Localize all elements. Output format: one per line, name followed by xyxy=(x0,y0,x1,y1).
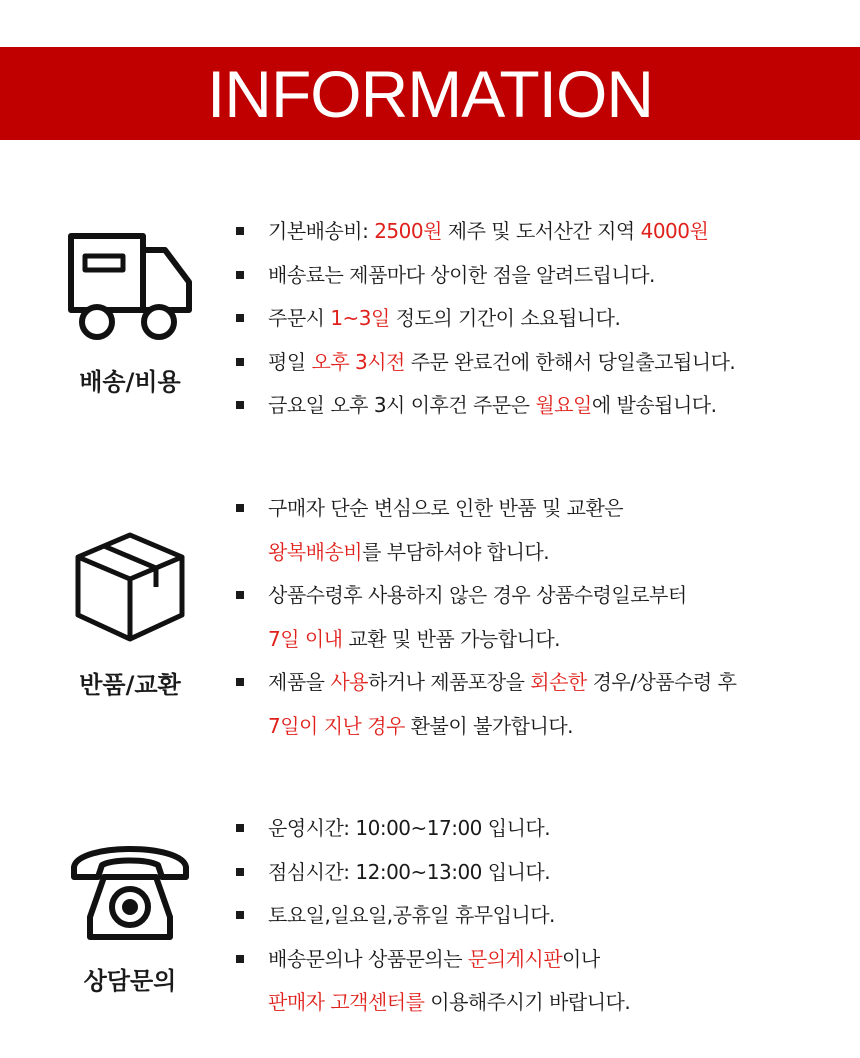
body-text: 제품을 xyxy=(268,670,331,694)
highlight-text: 오후 3시전 xyxy=(311,349,405,374)
returns-icon-column xyxy=(40,527,220,700)
bullet-icon xyxy=(236,591,244,599)
bullet-icon xyxy=(236,358,244,366)
list-item-line xyxy=(268,384,735,428)
list-item-line xyxy=(268,254,735,298)
telephone-icon xyxy=(68,833,192,943)
body-text: 주문시 xyxy=(268,306,331,330)
list-item-line xyxy=(268,341,735,385)
bullet-icon xyxy=(236,314,244,322)
highlight-text: 문의게시판 xyxy=(467,946,563,971)
list-item xyxy=(236,938,630,1025)
contact-list xyxy=(236,807,630,1025)
body-text: 하거나 제품포장을 xyxy=(367,670,531,694)
shipping-list xyxy=(236,210,735,428)
box-icon xyxy=(70,527,190,647)
body-text: 기본배송비: xyxy=(268,219,375,243)
highlight-text: 왕복배송비 xyxy=(268,539,363,564)
highlight-text: 사용 xyxy=(330,670,368,694)
information-banner xyxy=(0,47,860,140)
bullet-icon xyxy=(236,227,244,235)
highlight-text: 7일 이내 xyxy=(268,626,343,651)
list-item-line xyxy=(268,574,736,618)
list-item xyxy=(236,807,630,851)
returns-title: 반품/교환 xyxy=(79,671,181,699)
highlight-text: 1~3일 xyxy=(330,306,390,330)
bullet-icon xyxy=(236,868,244,876)
bullet-icon xyxy=(236,824,244,832)
body-text: 경우/상품수령 후 xyxy=(586,670,737,694)
contact-icon-column xyxy=(40,833,220,996)
body-text: 에 발송됩니다. xyxy=(591,393,717,417)
list-item-line xyxy=(268,661,736,705)
body-text: 점심시간: 12:00~13:00 입니다. xyxy=(268,859,551,884)
list-item xyxy=(236,341,735,385)
list-item-line xyxy=(268,894,630,938)
bullet-icon xyxy=(236,401,244,409)
list-item-line xyxy=(268,210,735,254)
list-item xyxy=(236,894,630,938)
list-item xyxy=(236,661,736,748)
bullet-icon xyxy=(236,678,244,686)
body-text: 정도의 기간이 소요됩니다. xyxy=(389,306,621,330)
list-item-line xyxy=(268,705,736,749)
body-text: 를 부담하셔야 합니다. xyxy=(362,539,550,564)
bullet-icon xyxy=(236,271,244,279)
bullet-icon xyxy=(236,504,244,512)
body-text: 환불이 불가합니다. xyxy=(404,713,573,738)
list-item xyxy=(236,851,630,895)
highlight-text: 월요일 xyxy=(535,393,592,417)
body-text: 배송료는 제품마다 상이한 점을 알려드립니다. xyxy=(268,262,655,287)
banner-title: INFORMATION xyxy=(206,56,654,131)
body-text: 토요일,일요일,공휴일 휴무입니다. xyxy=(268,903,555,927)
list-item xyxy=(236,574,736,661)
contact-title: 상담문의 xyxy=(83,967,177,995)
highlight-text: 2500원 xyxy=(374,219,442,243)
body-text: 구매자 단순 변심으로 인한 반품 및 교환은 xyxy=(268,496,624,520)
list-item xyxy=(236,384,735,428)
highlight-text: 7일이 지난 경우 xyxy=(268,713,405,738)
truck-icon xyxy=(67,232,193,344)
shipping-icon-column xyxy=(40,232,220,397)
highlight-text: 판매자 고객센터를 xyxy=(268,990,425,1014)
body-text: 운영시간: 10:00~17:00 입니다. xyxy=(268,816,551,840)
body-text: 이나 xyxy=(562,946,600,971)
body-text: 상품수령후 사용하지 않은 경우 상품수령일로부터 xyxy=(268,583,687,607)
list-item xyxy=(236,210,735,254)
returns-list xyxy=(236,487,736,748)
list-item-line xyxy=(268,618,736,662)
list-item-line xyxy=(268,297,735,341)
list-item-line xyxy=(268,807,630,851)
body-text: 이용해주시기 바랍니다. xyxy=(424,990,631,1014)
list-item xyxy=(236,254,735,298)
list-item-line xyxy=(268,981,630,1025)
body-text: 교환 및 반품 가능합니다. xyxy=(342,626,561,651)
body-text: 제주 및 도서산간 지역 xyxy=(441,219,641,243)
highlight-text: 회손한 xyxy=(530,670,587,694)
body-text: 주문 완료건에 한해서 당일출고됩니다. xyxy=(404,349,736,374)
list-item-line xyxy=(268,938,630,982)
list-item xyxy=(236,297,735,341)
list-item xyxy=(236,487,736,574)
list-item-line xyxy=(268,487,736,531)
list-item-line xyxy=(268,531,736,575)
body-text: 금요일 오후 3시 이후건 주문은 xyxy=(268,393,536,417)
bullet-icon xyxy=(236,911,244,919)
body-text: 배송문의나 상품문의는 xyxy=(268,946,468,971)
list-item-line xyxy=(268,851,630,895)
shipping-title: 배송/비용 xyxy=(79,368,181,396)
body-text: 평일 xyxy=(268,349,312,374)
highlight-text: 4000원 xyxy=(640,219,709,243)
bullet-icon xyxy=(236,955,244,963)
